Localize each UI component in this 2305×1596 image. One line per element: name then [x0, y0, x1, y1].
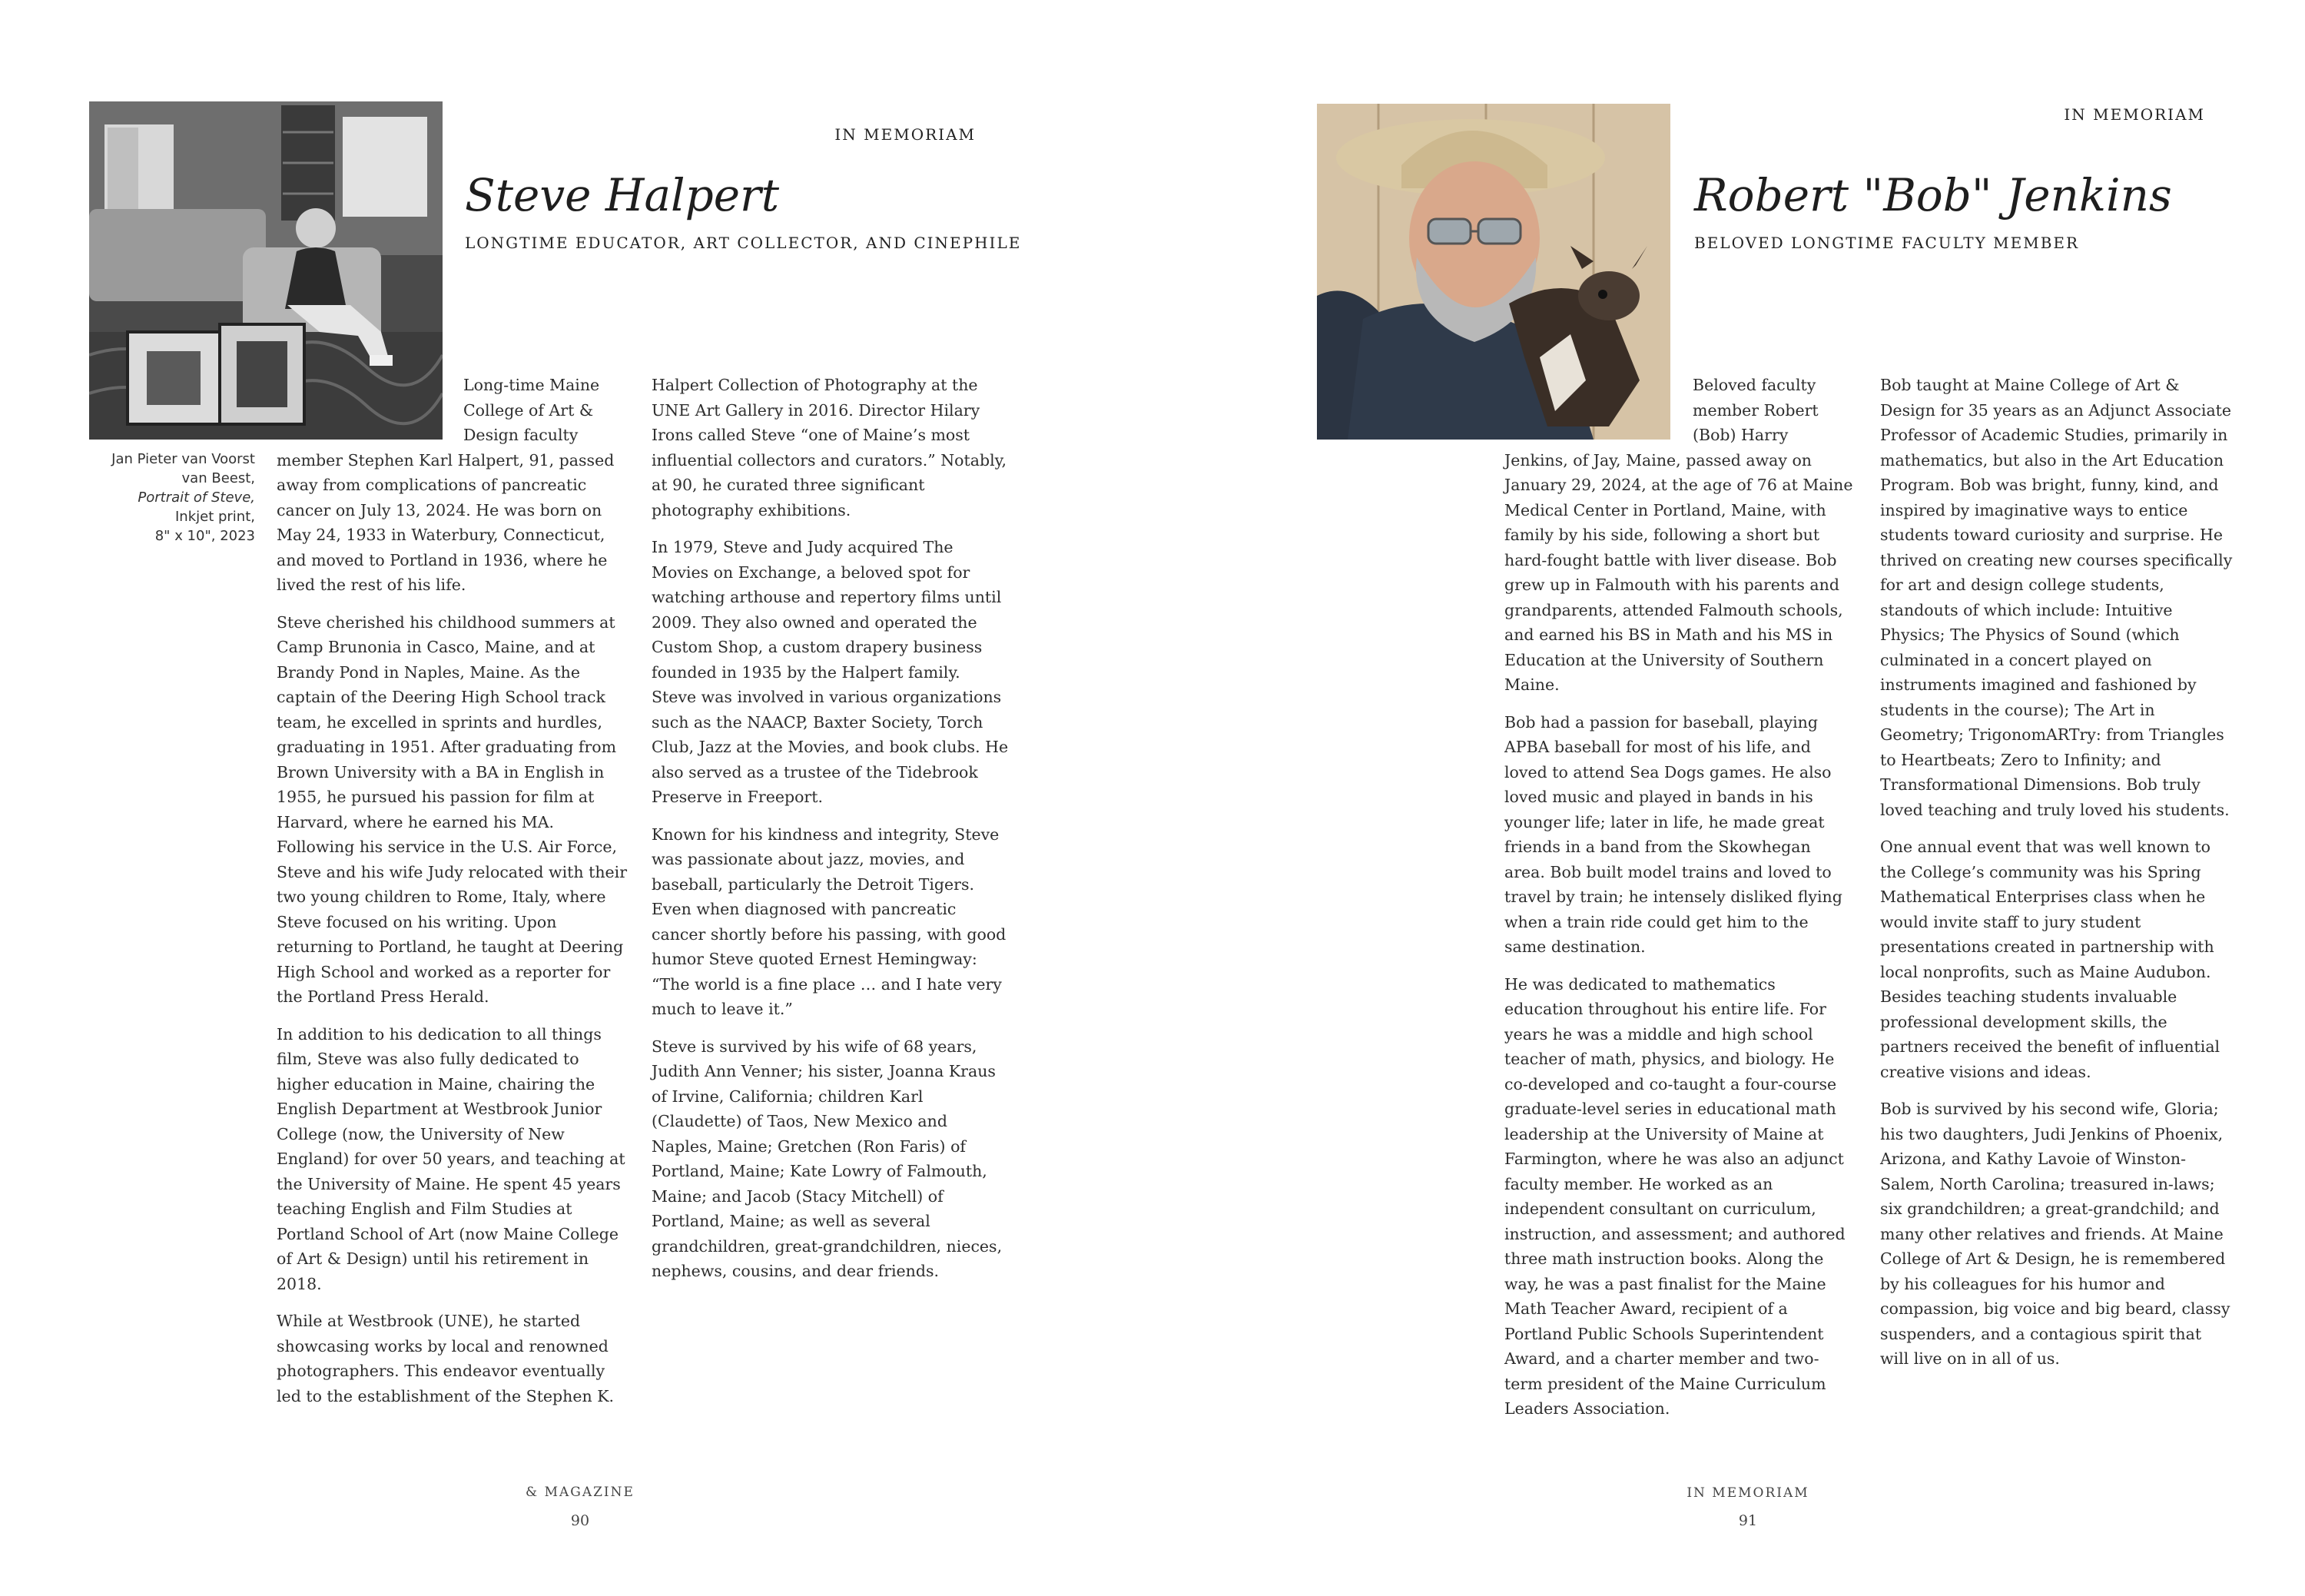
right-column-2 — [1880, 373, 2234, 1384]
caption-dimensions: 8" x 10", 2023 — [154, 528, 255, 544]
photo-caption — [77, 450, 255, 546]
left-column-2 — [652, 373, 1009, 1296]
right-col1-paragraph-1: Beloved faculty member Robert (Bob) Harry Jenkins, of Jay, Maine, passed away on January 29, 2024, at the age of 76 at Maine Medical Center in Portland, Maine, with family by his side, following a short but hard-fought battle with liver disease. Bob grew up in Falmouth with his parents and grandparents, attended Falmouth schools, and earned his BS in Math and his MS in Education at the University of Southern Maine. — [1504, 376, 1853, 694]
left-col1-paragraph-4: While at Westbrook (UNE), he started showcasing works by local and renowned photographers. This endeavor eventually led to the establishment of the Stephen K. — [277, 1312, 615, 1405]
left-col1-paragraph-3: In addition to his dedication to all things film, Steve was also fully dedicated to higher education in Maine, chairing the English Department at Westbrook Junior College (now, the University of New England) for over 50 years, and teaching at the University of Maine. He spent 45 years teaching English and Film Studies at Portland School of Art (now Maine College of Art & Design) until his retirement in 2018. — [277, 1024, 625, 1293]
right-col2-paragraph-2: One annual event that was well known to the College’s community was his Spring Mathematical Enterprises class when he would invite staff to jury student presentations created in partnership with local nonprofits, such as Maine Audubon. Besides teaching students invaluable professional development skills, the partners received the benefit of influential creative visions and ideas. — [1880, 838, 2220, 1081]
left-col2-paragraph-3: Known for his kindness and integrity, Steve was passionate about jazz, movies, and baseball, particularly the Detroit Tigers. Even when diagnosed with pancreatic cancer shortly before his passing, with good humor Steve quoted Ernest Hemingway: “The world is a fine place … and I hate very much to leave it.” — [652, 825, 1007, 1018]
right-column-1 — [1504, 373, 1855, 1434]
right-col2-paragraph-3: Bob is survived by his second wife, Gloria; his two daughters, Judi Jenkins of Phoenix, Arizona, and Kathy Lavoie of Winston-Salem, North Carolina; treasured in-laws; six grandchildren; a great-grandchild; and many other relatives and friends. At Maine College of Art & Design, he is remembered by his colleagues for his humor and compassion, big voice and big beard, classy suspenders, and a contagious spirit that will live on in all of us. — [1880, 1100, 2230, 1368]
left-col1-paragraph-1: Long-time Maine College of Art & Design faculty member Stephen Karl Halpert, 91, passed away from complications of pancreatic cancer on July 13, 2024. He was born on May 24, 1933 in Waterbury, Connecticut, and moved to Portland in 1936, where he lived the rest of his life. — [277, 376, 615, 594]
caption-artist-cont: van Beest, — [181, 470, 255, 486]
left-folio: & MAGAZINE — [526, 1485, 635, 1500]
left-col1-paragraph-2: Steve cherished his childhood summers at Camp Brunonia in Casco, Maine, and at Brandy Pond in Naples, Maine. As the captain of the Deering High School track team, he excelled in sprints and hurdles, graduating in 1951. After graduating from Brown University with a BA in English in 1955, he pursued his passion for film at Harvard, where he earned his MA. Following his service in the U.S. Air Force, Steve and his wife Judy relocated with their two young children to Rome, Italy, where Steve focused on his writing. Upon returning to Portland, he taught at Deering High School and worked as a reporter for the Portland Press Herald. — [277, 612, 628, 1006]
left-col2-paragraph-1: Halpert Collection of Photography at the UNE Art Gallery in 2016. Director Hilary Irons called Steve “one of Maine’s most influential collectors and curators.” Notably, at 90, he curated three significant photography exhibitions. — [652, 376, 1007, 519]
right-col1-paragraph-3: He was dedicated to mathematics education throughout his entire life. For years he was a middle and high school teacher of math, physics, and biology. He co-developed and co-taught a four-course graduate-level series in educational math leadership at the University of Maine at Farmington, where he was also an adjunct faculty member. He worked as an independent consultant on curriculum, instruction, and assessment; and authored three math instruction books. Along the way, he was a past finalist for the Maine Math Teacher Award, recipient of a Portland Public Schools Superintendent Award, and a charter member and two-term president of the Maine Curriculum Leaders Association. — [1504, 974, 1846, 1418]
caption-artist: Jan Pieter van Voorst — [111, 451, 255, 467]
right-col1-paragraph-2: Bob had a passion for baseball, playing APBA baseball for most of his life, and loved to attend Sea Dogs games. He also loved music and played in bands in his younger life; later in life, he made great friends in a band from the Skowhegan area. Bob built model trains and loved to travel by train; he intensely disliked flying when a train ride could get him to the same destination. — [1504, 712, 1842, 956]
left-page-title: Steve Halpert — [465, 169, 780, 221]
right-col2-paragraph-1: Bob taught at Maine College of Art & Design for 35 years as an Adjunct Associate Professor of Academic Studies, primarily in mathematics, but also in the Art Education Program. Bob was bright, funny, kind, and inspired by imaginative ways to entice students toward curiosity and surprise. He thrived on creating new courses specifically for art and design college students, standouts of which include: Intuitive Physics; The Physics of Sound (which culminated in a concert played on instruments imagined and fashioned by students in the course); The Art in Geometry; TrigonomARTry: from Triangles to Heartbeats; Zero to Infinity; and Transformational Dimensions. Bob truly loved teaching and truly loved his students. — [1880, 376, 2233, 819]
left-page-subtitle: LONGTIME EDUCATOR, ART COLLECTOR, AND CINEPHILE — [465, 234, 1022, 252]
left-col2-paragraph-4: Steve is survived by his wife of 68 years, Judith Ann Venner; his sister, Joanna Kraus of Irvine, California; children Karl (Claudette) of Taos, New Mexico and Naples, Maine; Gretchen (Ron Faris) of Portland, Maine; Kate Lowry of Falmouth, Maine; and Jacob (Stacy Mitchell) of Portland, Maine; as well as several grandchildren, great-grandchildren, nieces, nephews, cousins, and dear friends. — [652, 1037, 1003, 1280]
right-kicker: IN MEMORIAM — [2064, 105, 2205, 124]
left-column-1 — [277, 373, 628, 1421]
left-kicker: IN MEMORIAM — [834, 125, 976, 144]
right-page-number: 91 — [1738, 1512, 1758, 1529]
right-page-title: Robert "Bob" Jenkins — [1694, 169, 2172, 221]
right-folio: IN MEMORIAM — [1686, 1485, 1809, 1501]
caption-title: Portrait of Steve, — [138, 489, 255, 506]
left-col2-paragraph-2: In 1979, Steve and Judy acquired The Movies on Exchange, a beloved spot for watching arthouse and repertory films until 2009. They also owned and operated the Custom Shop, a custom drapery business founded in 1935 by the Halpert family. Steve was involved in various organizations such as the NAACP, Baxter Society, Torch Club, Jazz at the Movies, and book clubs. He also served as a trustee of the Tidebrook Preserve in Freeport. — [652, 538, 1009, 806]
left-page-number: 90 — [570, 1512, 590, 1529]
right-page-subtitle: BELOVED LONGTIME FACULTY MEMBER — [1694, 234, 2080, 252]
caption-medium: Inkjet print, — [174, 509, 255, 525]
